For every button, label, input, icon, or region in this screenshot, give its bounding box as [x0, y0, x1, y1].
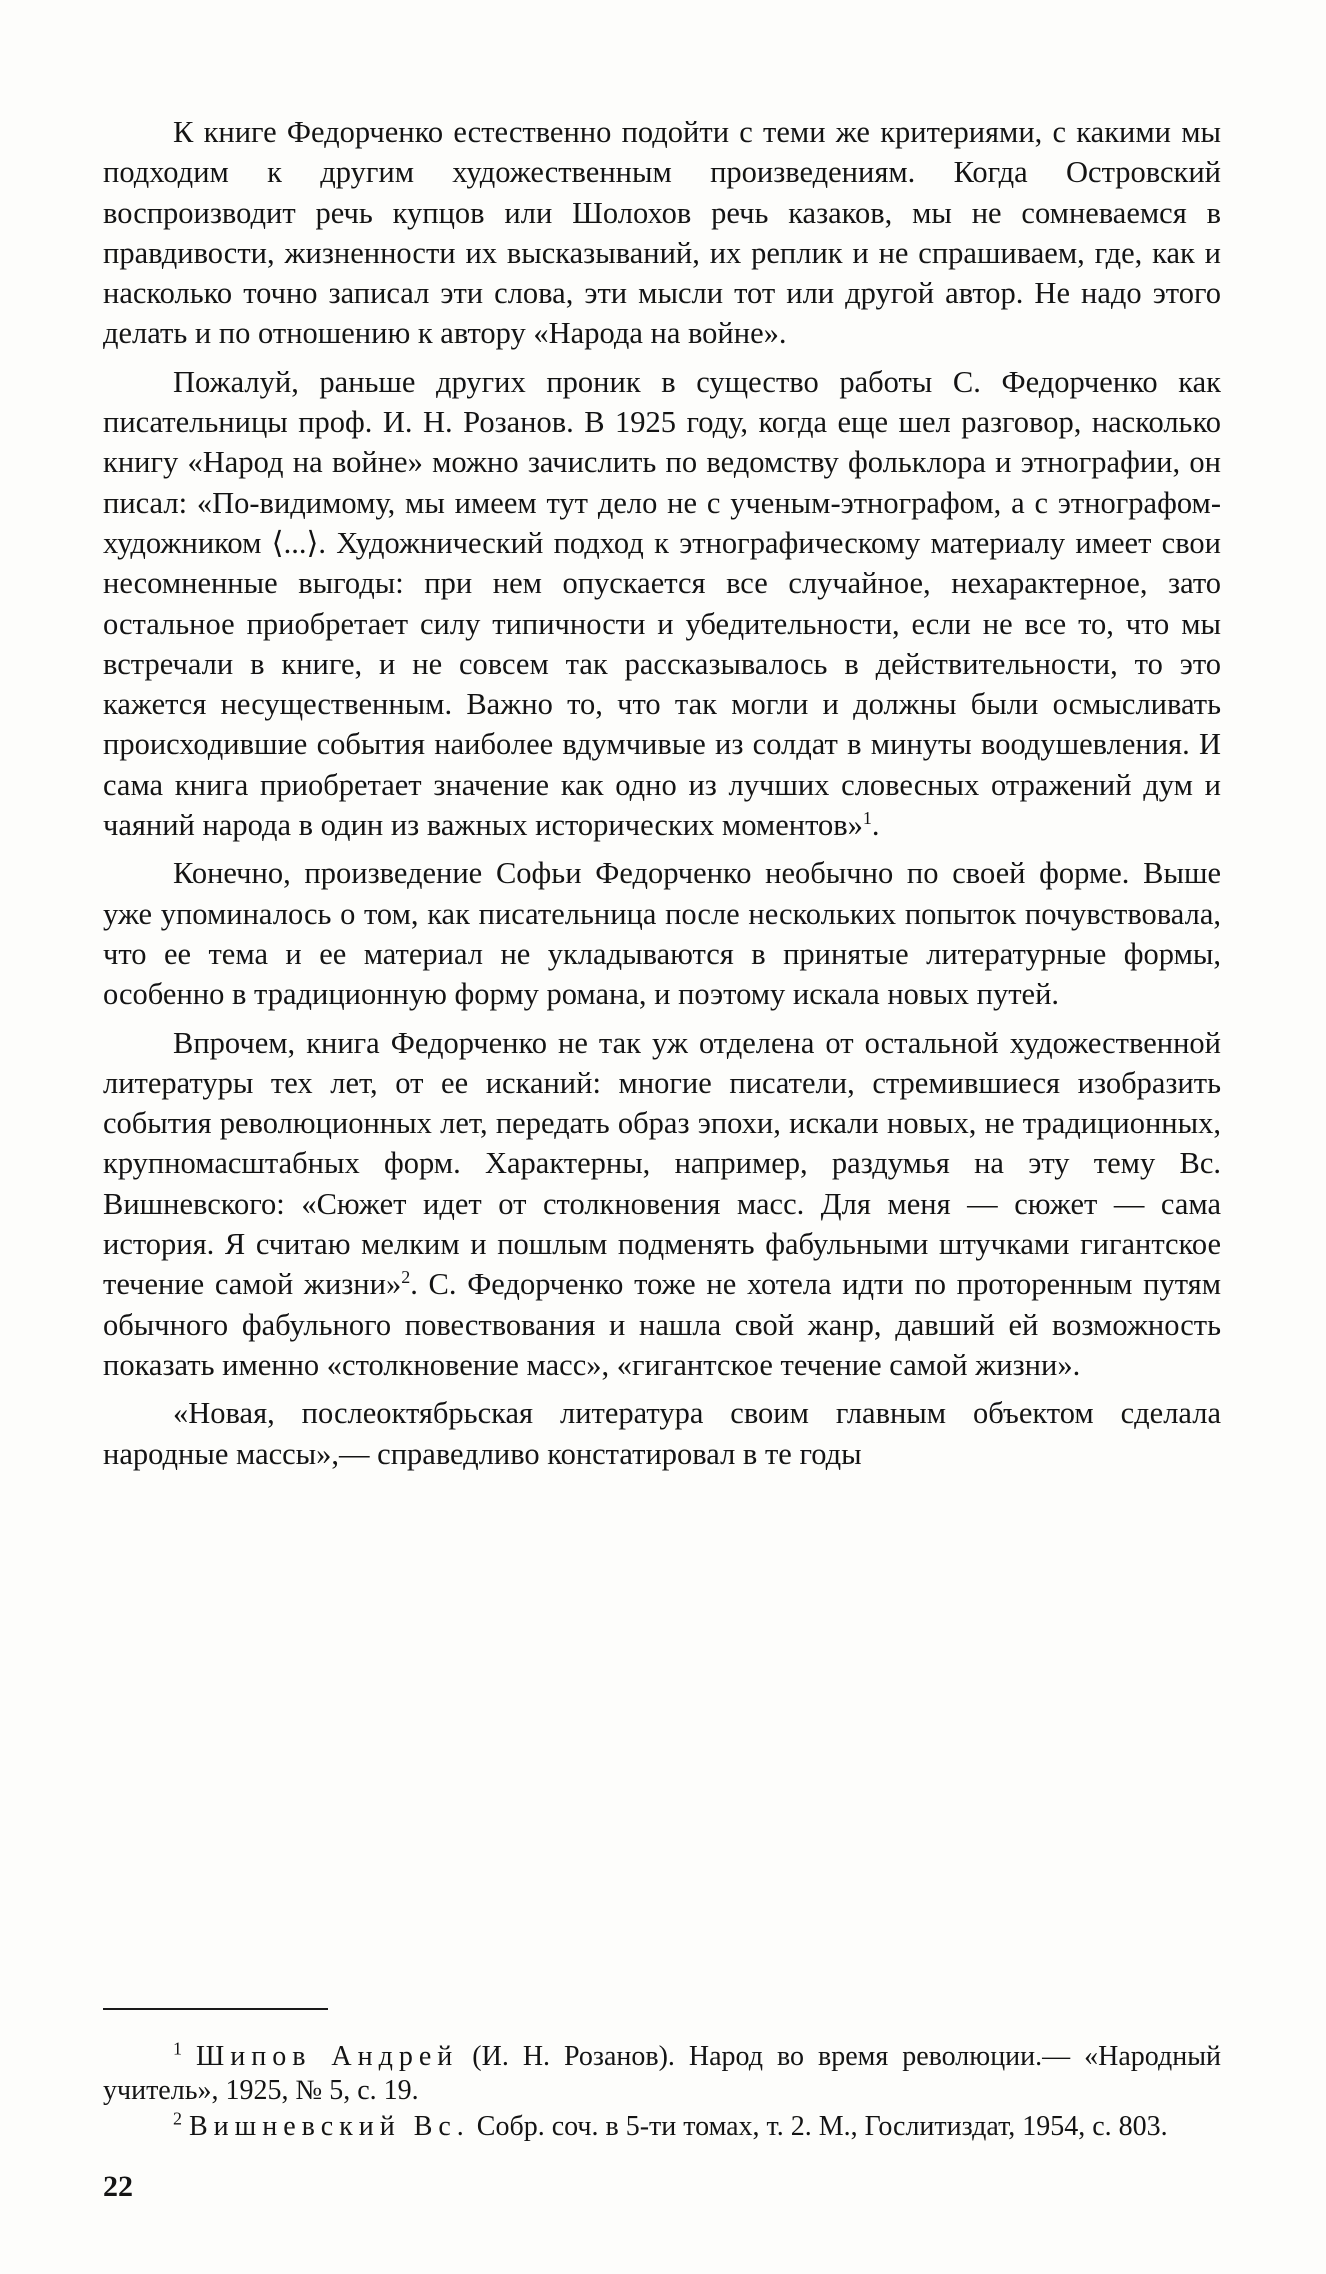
footnote-ref-1: 1	[862, 807, 872, 828]
paragraph-4-text: Впрочем, книга Федорченко не так уж отделена от остальной художественной литературы тех лет, от ее исканий: многие писатели, стремившиеся изобразить события революционных лет, передать образ эпохи, искали новых, не традиционных, крупномасштабных форм. Характерны, например, раздумья на эту тему Вс. Вишневского: «Сюжет идет от столкновения масс. Для меня — сюжет — сама история. Я считаю мелким и пошлым подменять фабульными штучками гигантское течение самой жизни»	[103, 1025, 1221, 1302]
footnote-1-number: 1	[173, 2038, 182, 2059]
footnote-1-text: (И. Н. Розанов). Народ во время революции.— «Народный учитель», 1925, № 5, с. 19.	[103, 2041, 1222, 2106]
paragraph-3	[103, 853, 1221, 1014]
main-text	[103, 112, 1221, 1482]
footnote-2-author: Вишневский Вс.	[189, 2111, 470, 2142]
paragraph-1	[103, 112, 1221, 354]
paragraph-3-text: Конечно, произведение Софьи Федорченко необычно по своей форме. Выше уже упоминалось о том, как писательница после нескольких попыток почувствовала, что ее тема и ее материал не укладываются в принятые литературные формы, особенно в традиционную форму романа, и поэтому искала новых путей.	[103, 856, 1221, 1012]
paragraph-4-tail: . С. Федорченко тоже не хотела идти по проторенным путям обычного фабульного повествования и нашла свой жанр, давший ей возможность показать именно «столкновение масс», «гигантское течение самой жизни».	[103, 1267, 1222, 1382]
page-number: 22	[103, 2170, 133, 2203]
paragraph-5	[103, 1393, 1221, 1474]
paragraph-2-text: Пожалуй, раньше других проник в существо работы С. Федорченко как писательницы проф. И. Н. Розанов. В 1925 году, когда еще шел разговор, насколько книгу «Народ на войне» можно зачислить по ведомству фольклора и этнографии, он писал: «По-видимому, мы имеем тут дело не с ученым-этнографом, а с этнографом-художником ⟨...⟩. Художнический подход к этнографическому материалу имеет свои несомненные выгоды: при нем опускается все случайное, нехарактерное, зато остальное приобретает силу типичности и убедительности, если не все то, что мы встречали в книге, и не совсем так рассказывалось в действительности, то это кажется несущественным. Важно то, что так могли и должны были осмысливать происходившие события наиболее вдумчивые из солдат в минуты воодушевления. И сама книга приобретает значение как одно из лучших словесных отражений дум и чаяний народа в один из важных исторических моментов»	[103, 364, 1221, 843]
footnote-2-text: Собр. соч. в 5-ти томах, т. 2. М., Гослитиздат, 1954, с. 803.	[469, 2111, 1168, 2142]
footnote-ref-2: 2	[401, 1267, 411, 1288]
footnote-2-number: 2	[173, 2108, 182, 2129]
footnote-1-author: Шипов Андрей	[196, 2041, 459, 2072]
footnote-divider	[103, 2008, 328, 2010]
footnote-1	[103, 2040, 1221, 2108]
paragraph-2	[103, 362, 1221, 846]
paragraph-5-text: «Новая, послеоктябрьская литература своим главным объектом сделала народные массы»,— справедливо констатировал в те годы	[103, 1396, 1221, 1471]
paragraph-4	[103, 1023, 1221, 1386]
footnotes	[103, 2040, 1221, 2146]
paragraph-1-text: К книге Федорченко естественно подойти с теми же критериями, с какими мы подходим к другим художественным произведениям. Когда Островский воспроизводит речь купцов или Шолохов речь казаков, мы не сомневаемся в правдивости, жизненности их высказываний, их реплик и не спрашиваем, где, как и насколько точно записал эти слова, эти мысли тот или другой автор. Не надо этого делать и по отношению к автору «Народа на войне».	[103, 115, 1221, 351]
paragraph-2-end: .	[871, 808, 880, 843]
footnote-2	[103, 2110, 1221, 2144]
